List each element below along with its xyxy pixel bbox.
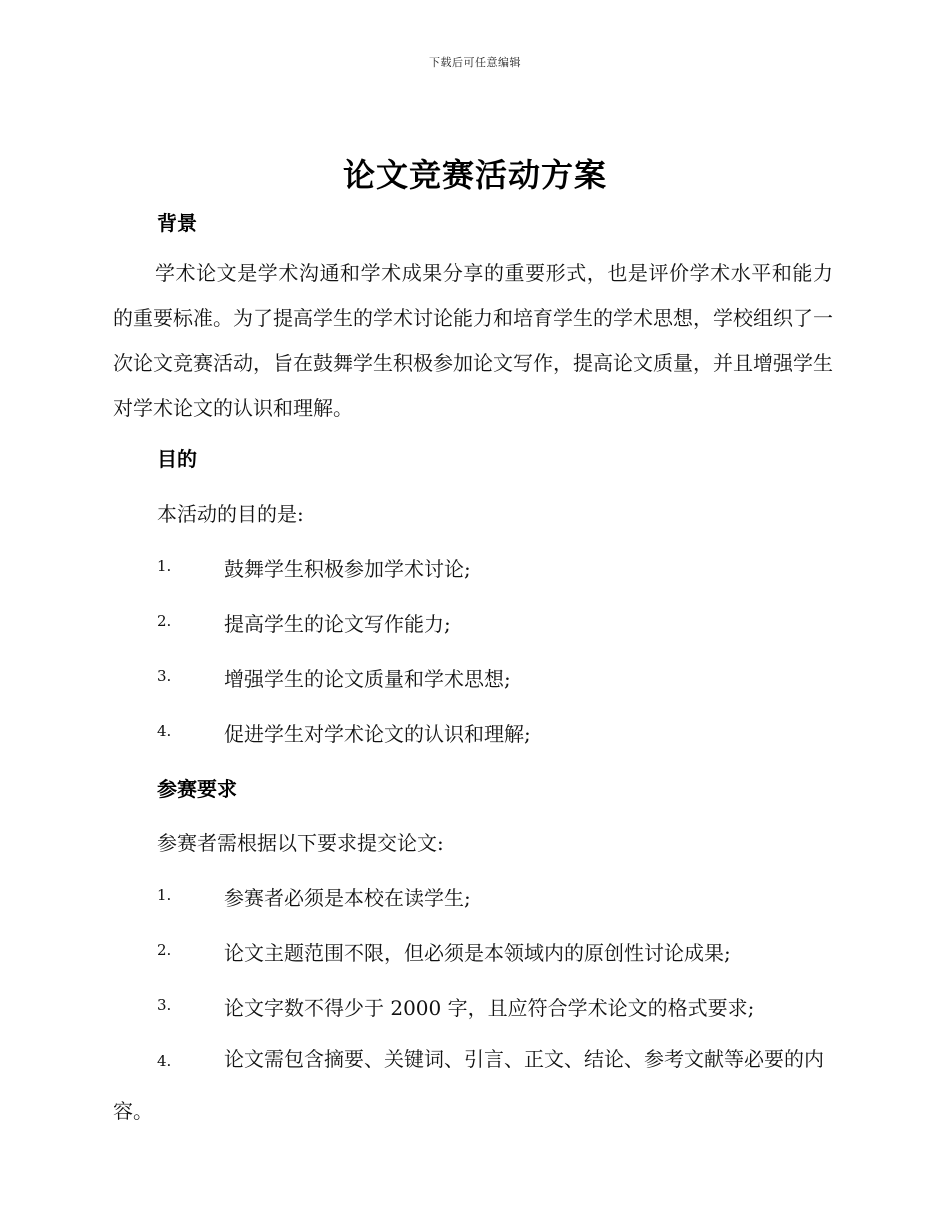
list-item-number: 3. (157, 996, 172, 1014)
list-item-text: 提高学生的论文写作能力; (224, 612, 451, 636)
requirements-intro: 参赛者需根据以下要求提交论文: (157, 831, 444, 855)
list-item-text: 增强学生的论文质量和学术思想; (224, 667, 511, 691)
list-item-text: 鼓舞学生积极参加学术讨论; (224, 557, 471, 581)
list-item-number: 4. (157, 1052, 172, 1070)
list-item-text: 论文字数不得少于 2000 字，且应符合学术论文的格式要求; (224, 996, 755, 1020)
list-item-number: 2. (157, 941, 172, 959)
list-item (113, 1034, 833, 1136)
section-heading-background: 背景 (157, 211, 197, 235)
list-item-text: 促进学生对学术论文的认识和理解; (224, 722, 531, 746)
list-item-text: 论文主题范围不限，但必须是本领域内的原创性讨论成果; (224, 941, 731, 965)
header-note: 下载后可任意编辑 (429, 56, 521, 69)
section-heading-purpose: 目的 (157, 447, 197, 471)
list-item-number: 1. (157, 557, 172, 575)
page-title: 论文竞赛活动方案 (342, 156, 607, 194)
list-item-number: 1. (157, 886, 172, 904)
list-item-text: 论文需包含摘要、关键词、引言、正文、结论、参考文献等必要的内容。 (113, 1047, 824, 1123)
list-item-number: 4. (157, 722, 172, 740)
purpose-intro: 本活动的目的是: (157, 502, 304, 526)
list-item-number: 3. (157, 667, 172, 685)
background-paragraph: 学术论文是学术沟通和学术成果分享的重要形式，也是评价学术水平和能力的重要标准。为了提高学生的学术讨论能力和培育学生的学术思想，学校组织了一次论文竞赛活动，旨在鼓舞学生积极参加论文写作，提高论文质量，并且增强学生对学术论文的认识和理解。 (113, 261, 833, 420)
section-heading-requirements: 参赛要求 (157, 777, 237, 801)
list-item-number: 2. (157, 612, 172, 630)
list-item-text: 参赛者必须是本校在读学生; (224, 886, 471, 910)
